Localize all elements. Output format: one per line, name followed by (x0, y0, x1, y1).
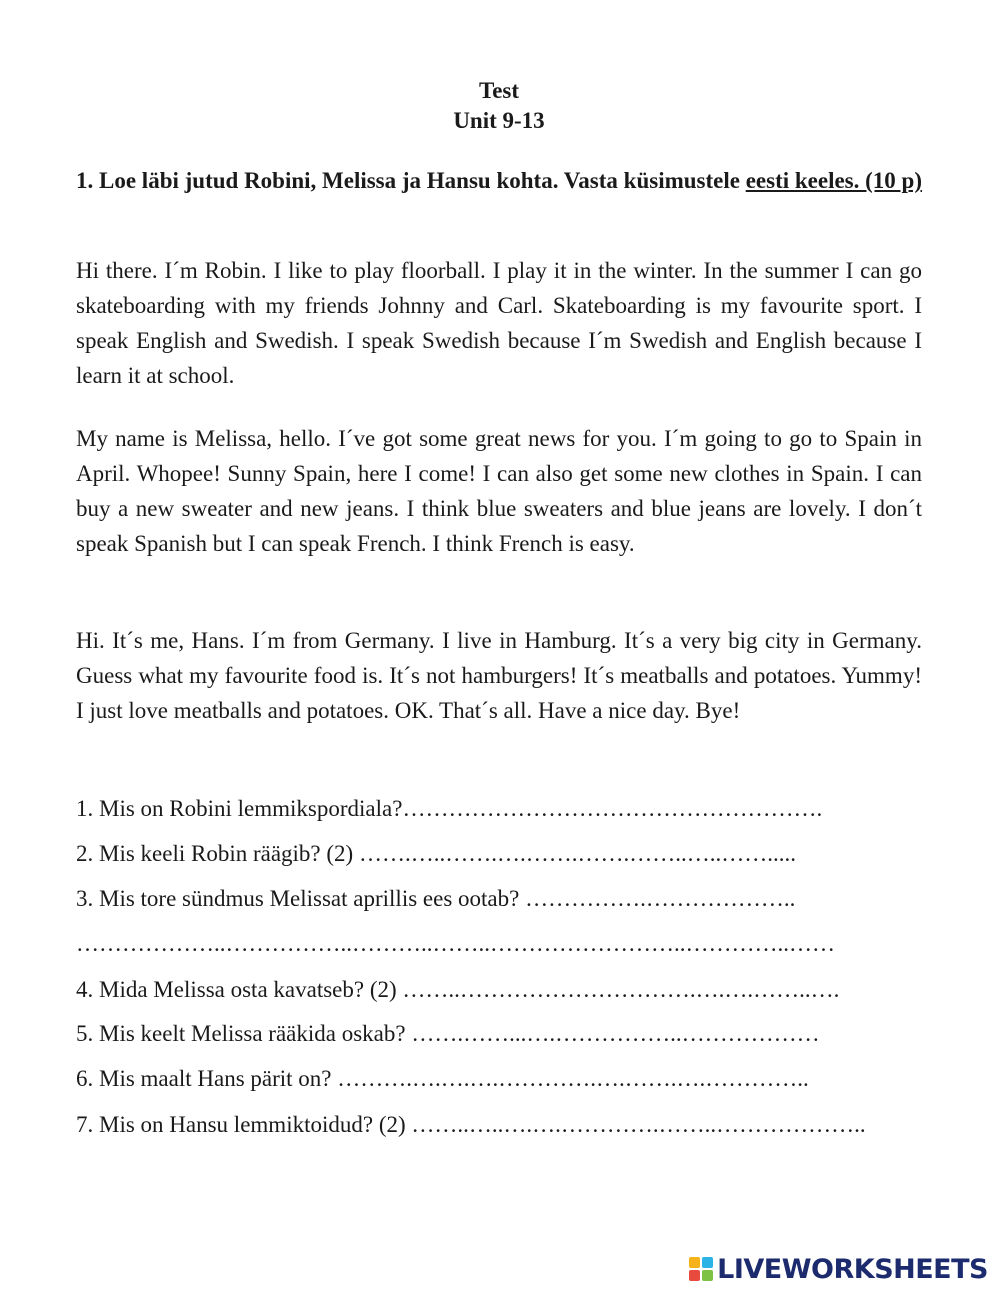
question-3-answer-line[interactable]: ………………..……………..………..……..……………………..…………..…… (76, 931, 835, 956)
question-7[interactable]: 7. Mis on Hansu lemmiktoidud? (2) ……..…..….….………….……..……………….. (76, 1112, 866, 1137)
reading-paragraph-melissa: My name is Melissa, hello. I´ve got some great news for you. I´m going to go to Spain in April. Whopee! Sunny Spain, here I come! I can also get some new clothes in Spain. I can buy a new sweater and new jeans. I think blue sweaters and blue jeans are lovely. I don´t speak Spanish but I can speak French. I think French is easy. (76, 426, 922, 556)
reading-paragraph-robin: Hi there. I´m Robin. I like to play floorball. I play it in the winter. In the summer I can go skateboarding with my friends Johnny and Carl. Skateboarding is my favourite sport. I speak English and Swedish. I speak Swedish because I´m Swedish and English because I learn it at school. (76, 258, 922, 388)
liveworksheets-logo (689, 1252, 988, 1286)
logo-blocks-icon (689, 1257, 713, 1281)
task-instruction (76, 166, 922, 196)
page-title: Test (478, 78, 520, 103)
logo-text: LIVEWORKSHEETS (717, 1253, 988, 1285)
reading-paragraph-hans: Hi. It´s me, Hans. I´m from Germany. I live in Hamburg. It´s a very big city in Germany. Guess what my favourite food is. It´s not hamburgers! It´s meatballs and potatoes. Yummy! I just love meatballs and potatoes. OK. That´s all. Have a nice day. Bye! (76, 628, 922, 723)
page-subtitle: Unit 9-13 (453, 108, 545, 133)
question-4[interactable]: 4. Mida Melissa osta kavatseb? (2) ……..………………………….….….……..…. (76, 977, 840, 1002)
question-2[interactable]: 2. Mis keeli Robin räägib? (2) …….…..…….….…….…….……..…..……..... (76, 841, 796, 866)
task-instruction-text: 1. Loe läbi jutud Robini, Melissa ja Hansu kohta. Vasta küsimustele (76, 168, 746, 193)
question-1[interactable]: 1. Mis on Robini lemmikspordiala?………………………………………………. (76, 796, 823, 821)
task-instruction-emphasis: eesti keeles. (10 p) (745, 168, 922, 193)
question-3[interactable]: 3. Mis tore sündmus Melissat aprillis ees ootab? …………….……………….. (76, 886, 796, 911)
question-5[interactable]: 5. Mis keelt Melissa rääkida oskab? …….……...….……………..……………… (76, 1021, 820, 1046)
question-6[interactable]: 6. Mis maalt Hans pärit on? ……….….….….………….….…….….………….. (76, 1066, 809, 1091)
